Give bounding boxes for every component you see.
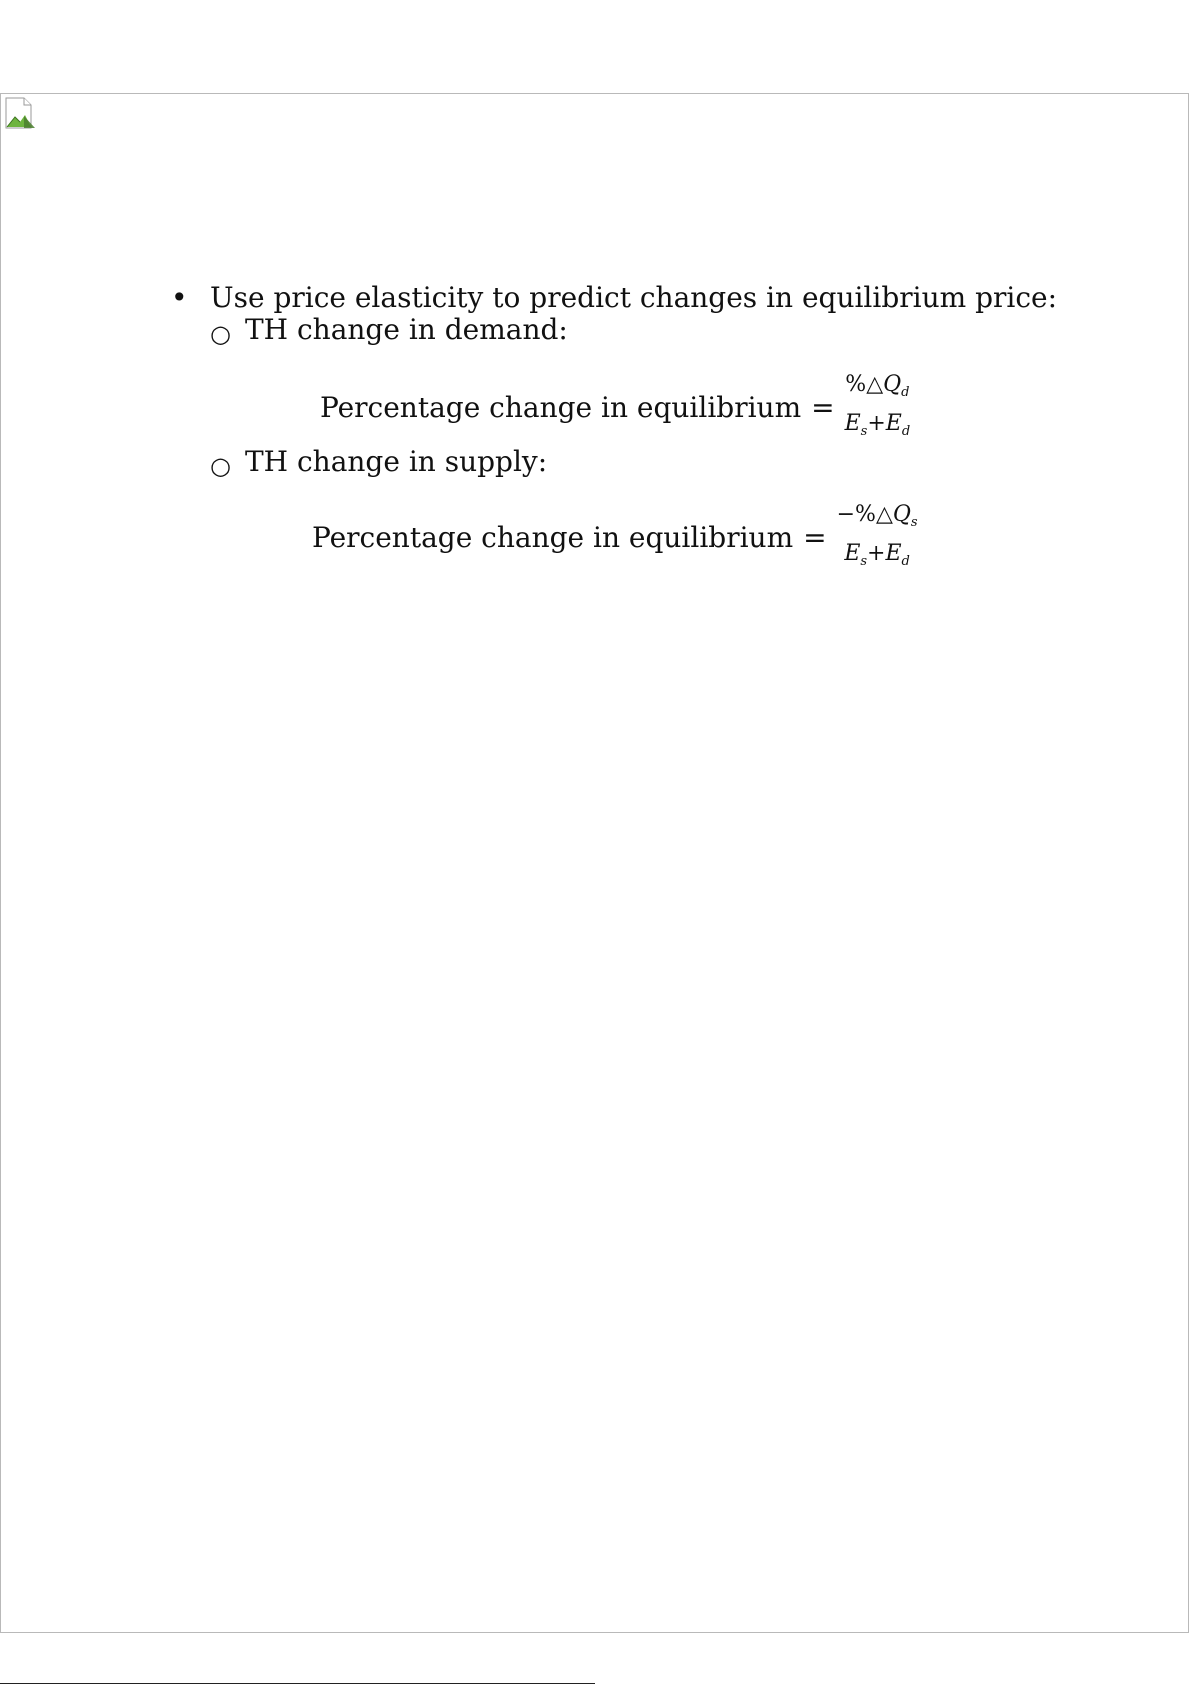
supply-heading: TH change in supply: (245, 445, 548, 478)
supply-equation-equals: = (803, 521, 827, 554)
document-page (0, 93, 1189, 1633)
demand-percent-symbol: % (845, 372, 867, 397)
delta-icon: △ (866, 372, 884, 397)
demand-equation-numerator (845, 369, 909, 408)
supply-equation-label: Percentage change in equilibrium (312, 521, 794, 554)
supply-negative-percent-symbol: −% (836, 502, 876, 527)
demand-q-subscript: d (901, 385, 910, 400)
main-bullet-text: Use price elasticity to predict changes in equilibrium price: (210, 281, 1058, 314)
delta-icon: △ (875, 502, 893, 527)
supply-equation (312, 499, 918, 577)
demand-es-symbol: E (844, 411, 861, 436)
demand-q-symbol: Q (883, 372, 902, 397)
demand-equation-label: Percentage change in equilibrium (320, 391, 802, 424)
supply-sub-bullet-icon: ○ (210, 452, 231, 480)
main-bullet-icon: • (171, 281, 188, 314)
supply-q-subscript: s (910, 515, 918, 530)
supply-q-symbol: Q (892, 502, 911, 527)
supply-equation-fraction (837, 499, 918, 577)
demand-equation-fraction (845, 369, 911, 447)
demand-ed-subscript: d (901, 424, 911, 439)
demand-es-subscript: s (860, 424, 868, 439)
supply-es-symbol: E (844, 541, 861, 566)
bottom-rule (0, 1683, 595, 1684)
supply-equation-denominator (844, 538, 910, 577)
demand-sub-bullet-icon: ○ (210, 320, 231, 348)
supply-ed-subscript: d (901, 554, 910, 569)
demand-ed-symbol: E (885, 411, 902, 436)
supply-plus-symbol: + (867, 541, 886, 566)
supply-es-subscript: s (860, 554, 868, 569)
demand-equation (320, 369, 910, 447)
broken-image-icon (4, 97, 36, 129)
supply-ed-symbol: E (885, 541, 902, 566)
demand-equation-equals: = (811, 391, 835, 424)
supply-equation-numerator (837, 499, 918, 538)
demand-heading: TH change in demand: (245, 313, 568, 346)
demand-plus-symbol: + (867, 411, 886, 436)
demand-equation-denominator (845, 408, 911, 447)
